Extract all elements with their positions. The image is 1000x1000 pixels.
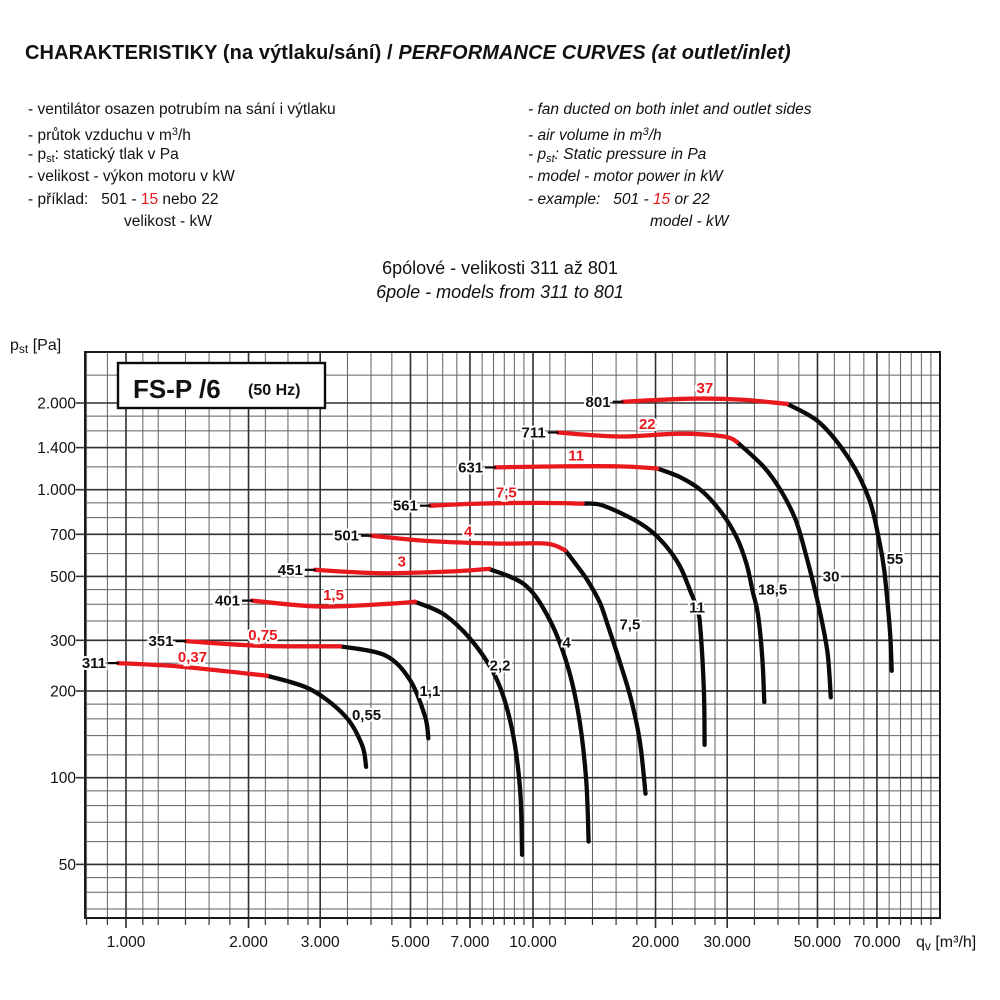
y-axis-ticks — [37, 396, 85, 874]
power-red-label-351: 0,75 — [248, 626, 278, 644]
note-line: - example: 501 - 15 or 22 — [528, 190, 710, 208]
chart-title-box — [118, 363, 325, 408]
model-label-351: 351 — [148, 633, 174, 651]
power-red-label-401: 1,5 — [323, 586, 344, 604]
power-black-label-501: 7,5 — [619, 616, 641, 634]
y-tick-label: 300 — [50, 632, 76, 650]
x-tick-label: 2.000 — [229, 934, 268, 951]
power-black-label-631: 18,5 — [758, 581, 788, 599]
note-line: velikost - kW — [124, 212, 212, 230]
power-black-label-711: 30 — [822, 568, 840, 586]
power-red-label-501: 4 — [463, 523, 473, 541]
curve-631-black — [657, 469, 764, 703]
note-line: - ventilátor osazen potrubím na sání i výtlaku — [28, 101, 336, 118]
chart-title-note: (50 Hz) — [248, 382, 301, 399]
power-black-label-311: 0,55 — [351, 707, 382, 725]
note-line: - velikost - výkon motoru v kW — [28, 168, 235, 186]
note-line: - průtok vzduchu v $m^3/h$ — [28, 126, 191, 145]
note-line: - fan ducted on both inlet and outlet sides — [528, 101, 812, 118]
title-czech: CHARAKTERISTIKY (na výtlaku/sání) / — [25, 42, 399, 64]
x-tick-label: 10.000 — [509, 934, 557, 951]
y-axis-title — [10, 337, 61, 356]
curve-561-black — [583, 503, 705, 744]
y-tick-label: 50 — [58, 856, 76, 874]
chart-frame — [85, 352, 940, 918]
y-tick-label: 2.000 — [37, 395, 76, 413]
x-axis-title: qv [m³/h] — [916, 934, 977, 953]
x-tick-label: 50.000 — [793, 934, 842, 951]
y-tick-label: 700 — [50, 526, 76, 544]
x-tick-label: 70.000 — [853, 934, 901, 951]
power-red-label-711: 22 — [638, 416, 656, 434]
y-tick-label: 100 — [50, 770, 76, 788]
title-english: PERFORMANCE CURVES (at outlet/inlet) — [398, 42, 791, 64]
power-black-label-561: 11 — [689, 599, 705, 617]
power-black-label-401: 2,2 — [489, 657, 511, 675]
power-black-label-351: 1,1 — [419, 683, 441, 700]
power-red-label-451: 3 — [397, 553, 407, 571]
y-tick-label: 500 — [50, 568, 76, 586]
model-label-451: 451 — [277, 561, 303, 579]
power-red-label-801: 37 — [696, 379, 714, 397]
x-tick-label: 20.000 — [631, 934, 680, 951]
model-label-561: 561 — [392, 497, 418, 515]
note-line: - příklad: 501 - 15 nebo 22 — [28, 190, 219, 208]
grid-major — [85, 352, 940, 918]
note-line: - model - motor power in kW — [528, 168, 723, 186]
grid-minor — [85, 352, 940, 918]
model-label-501: 501 — [334, 527, 360, 545]
x-tick-label: 7.000 — [450, 934, 490, 951]
note-line: model - kW — [650, 212, 729, 230]
x-tick-label: 1.000 — [106, 934, 146, 951]
x-axis-title — [916, 934, 976, 953]
power-red-label-311: 0,37 — [177, 648, 208, 666]
x-tick-label: 3.000 — [300, 934, 340, 951]
power-red-label-631: 11 — [568, 447, 585, 465]
power-black-label-801: 55 — [886, 550, 904, 568]
curve-631-red — [495, 466, 657, 468]
model-label-801: 801 — [585, 393, 611, 411]
curve-711-red — [558, 433, 737, 442]
model-label-711: 711 — [521, 424, 546, 442]
curve-501-black — [562, 550, 645, 793]
note-line: - $p_{st}$: statický tlak v Pa — [28, 145, 179, 165]
y-axis-title: pst [Pa] — [10, 337, 62, 356]
power-black-label-451: 4 — [562, 634, 571, 652]
x-tick-label: 30.000 — [703, 934, 751, 951]
y-tick-label: 200 — [50, 683, 76, 701]
power-red-label-561: 7,5 — [495, 484, 517, 502]
x-tick-label: 5.000 — [391, 934, 430, 951]
y-tick-label: 1.400 — [37, 440, 76, 458]
y-tick-label: 1.000 — [37, 482, 76, 500]
chart-title: FS-P /6 — [133, 374, 221, 404]
note-line: - air volume in $m^3/h$ — [528, 126, 662, 145]
model-label-401: 401 — [214, 592, 241, 610]
x-axis-ticks — [87, 918, 931, 951]
curve-561-red — [430, 503, 583, 506]
subtitle-english: 6pole - models from 311 to 801 — [376, 281, 624, 302]
subtitle-czech: 6pólové - velikosti 311 až 801 — [382, 258, 618, 278]
model-label-311: 311 — [81, 655, 107, 673]
note-line: - $p_{st}$: Static pressure in Pa — [528, 145, 707, 165]
model-label-631: 631 — [458, 459, 484, 477]
